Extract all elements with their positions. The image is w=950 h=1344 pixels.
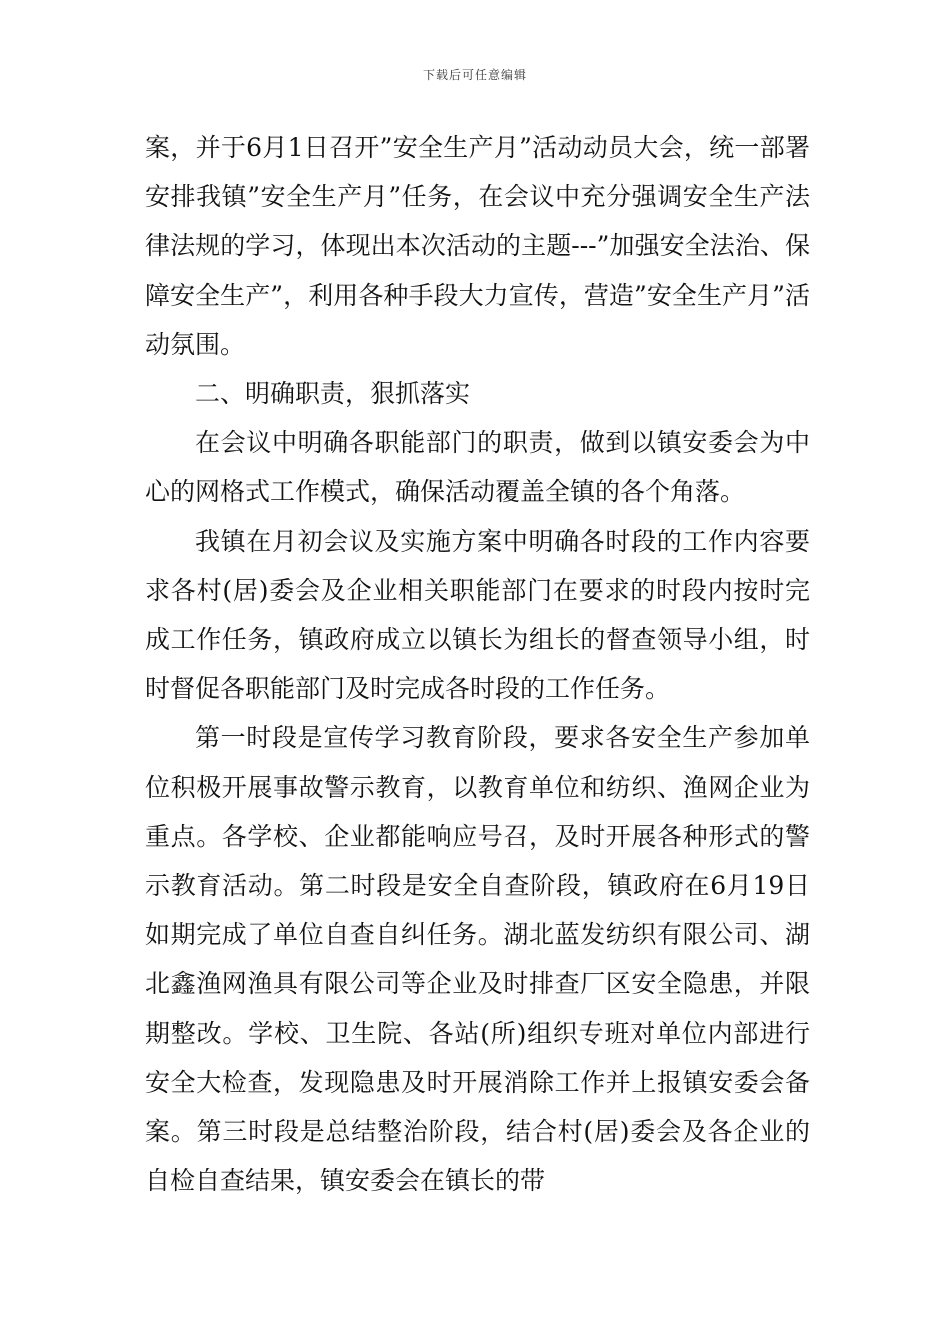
document-body xyxy=(145,123,810,1205)
paragraph: 第一时段是宣传学习教育阶段，要求各安全生产参加单位积极开展事故警示教育，以教育单位和纺织、渔网企业为重点。各学校、企业都能响应号召，及时开展各种形式的警示教育活动。第二时段是安全自查阶段，镇政府在6月19日如期完成了单位自查自纠任务。湖北蓝发纺织有限公司、湖北鑫渔网渔具有限公司等企业及时排查厂区安全隐患，并限期整改。学校、卫生院、各站(所)组织专班对单位内部进行安全大检查，发现隐患及时开展消除工作并上报镇安委会备案。第三时段是总结整治阶段，结合村(居)委会及各企业的自检自查结果，镇安委会在镇长的带 xyxy=(145,723,810,1196)
paragraph: 在会议中明确各职能部门的职责，做到以镇安委会为中心的网格式工作模式，确保活动覆盖全镇的各个角落。 xyxy=(145,428,810,507)
page-header-note: 下载后可任意编辑 xyxy=(422,68,527,82)
section-heading: 二、明确职责，狠抓落实 xyxy=(195,379,471,409)
paragraph: 案，并于6月1日召开”安全生产月”活动动员大会，统一部署安排我镇”安全生产月”任务，在会议中充分强调安全生产法律法规的学习，体现出本次活动的主题---”加强安全法治、保障安全生产”，利用各种手段大力宣传，营造”安全生产月”活动氛围。 xyxy=(145,133,810,359)
paragraph: 我镇在月初会议及实施方案中明确各时段的工作内容要求各村(居)委会及企业相关职能部门在要求的时段内按时完成工作任务，镇政府成立以镇长为组长的督查领导小组，时时督促各职能部门及时完成各时段的工作任务。 xyxy=(145,526,810,704)
